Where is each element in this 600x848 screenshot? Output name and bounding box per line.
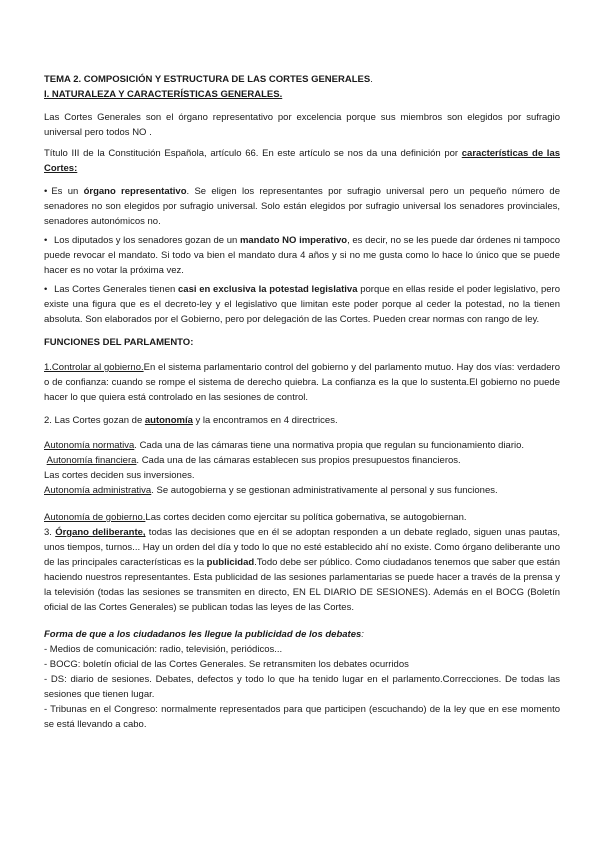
autonomia-administrativa: Autonomía administrativa. Se autogobierna y se gestionan administrativamente al personal y sus funciones.: [44, 485, 498, 496]
bullet-potestad-legislativa: • Las Cortes Generales tienen casi en exclusiva la potestad legislativa porque en ellas reside el poder legislativo, pero existe una figura que es el decreto-ley y el legislativo que limitan este poder porque al ceder la potestad, no la tienen absoluta. Son elaborados por el Gobierno, pero por delegación de las Cortes. Pueden crear normas con rango de ley.: [44, 282, 560, 327]
autonomia-normativa: Autonomía normativa. Cada una de las cámaras tiene una normativa propia que regulan su funcionamiento diario.: [44, 440, 525, 451]
title-text: TEMA 2. COMPOSICIÓN Y ESTRUCTURA DE LAS CORTES GENERALES: [44, 74, 371, 85]
funcion-organo-deliberante: 3. Órgano deliberante, todas las decisiones que en él se adoptan responden a un debate reglado, siguen unas pautas, unos tiempos, turnos... Hay un orden del día y todo lo que no esté establecido ahí no existe. Como órgano deliberante uno de las principales características es la publicidad.Todo debe ser público. Como ciudadanos tenemos que saber que están haciendo nuestros representantes. Esta publicidad de las sesiones parlamentarias se puede hacer a través de la prensa y la televisión (todas las sesiones se transmiten en directo, EN EL DIARIO DE SESIONES). Además en el BOCG (Boletín oficial de las Cortes Generales) se publican todas las leyes de las Cortes.: [44, 527, 560, 613]
bullet-mandato: • Los diputados y los senadores gozan de un mandato NO imperativo, es decir, no se les puede dar órdenes ni tampoco puede revocar el mandato. Si todo va bien el mandato dura 4 años y si no me gusta como lo hace lo único que se puede hacer es no votar la próxima vez.: [44, 233, 560, 278]
forma-publicidad-heading: Forma de que a los ciudadanos les llegue la publicidad de los debates:: [44, 629, 364, 640]
list-item-bocg: - BOCG: boletín oficial de las Cortes Generales. Se retransmiten los debates ocurridos: [44, 659, 409, 670]
paragraph-titulo-iii: [44, 146, 560, 176]
funcion-autonomia: 2. Las Cortes gozan de autonomía y la encontramos en 4 directrices.: [44, 415, 338, 426]
cortes-inversiones: Las cortes deciden sus inversiones.: [44, 470, 195, 481]
document-title: [44, 72, 560, 87]
title-period: .: [370, 74, 373, 85]
section-heading-naturaleza: I. NATURALEZA Y CARACTERÍSTICAS GENERALES.: [44, 89, 283, 100]
paragraph-intro: Las Cortes Generales son el órgano representativo por excelencia porque sus miembros son elegidos por sufragio universal pero todos NO .: [44, 112, 560, 138]
bullet-organo-representativo: • Es un órgano representativo. Se eligen los representantes por sufragio universal pero un pequeño número de senadores no son elegidos por sufragio universal. Solo están elegidos por sufragio universal los senadores provinciales, senadores autonómicos no.: [44, 184, 560, 229]
list-item-ds: - DS: diario de sesiones. Debates, defectos y todo lo que ha tenido lugar en el parlamento.Correcciones. De todas las sesiones que tienen lugar.: [44, 674, 560, 700]
bullet-icon: [44, 284, 51, 295]
document-body: [44, 72, 560, 732]
autonomia-financiera: Autonomía financiera. Cada una de las cámaras establecen sus propios presupuestos financieros.: [46, 455, 461, 466]
list-item-tribunas: - Tribunas en el Congreso: normalmente representados para que participen (escuchando) de la ley que en ese momento se está llevando a cabo.: [44, 704, 560, 730]
autonomia-gobierno: Autonomía de gobierno.Las cortes deciden como ejercitar su política gobernativa, se autogobiernan.: [44, 512, 467, 523]
funciones-heading: FUNCIONES DEL PARLAMENTO:: [44, 337, 194, 348]
list-item-medios: - Medios de comunicación: radio, televisión, periódicos...: [44, 644, 283, 655]
funcion-controlar-gobierno: 1.Controlar al gobierno.En el sistema parlamentario control del gobierno y del parlamento mutuo. Hay dos vías: verdadero o de confianza: cuando se rompe el sistema de derecho quiebra. La confianza es la que lo sustenta.El gobierno no puede hacer lo que quiera está controlado en las sesiones de control.: [44, 362, 560, 403]
p2-highlight: características de las Cortes:: [44, 148, 561, 174]
bullet-icon: [44, 235, 51, 246]
p2-text: Título III de la Constitución Española, artículo 66. En este artículo se nos da una definición por: [44, 148, 462, 159]
